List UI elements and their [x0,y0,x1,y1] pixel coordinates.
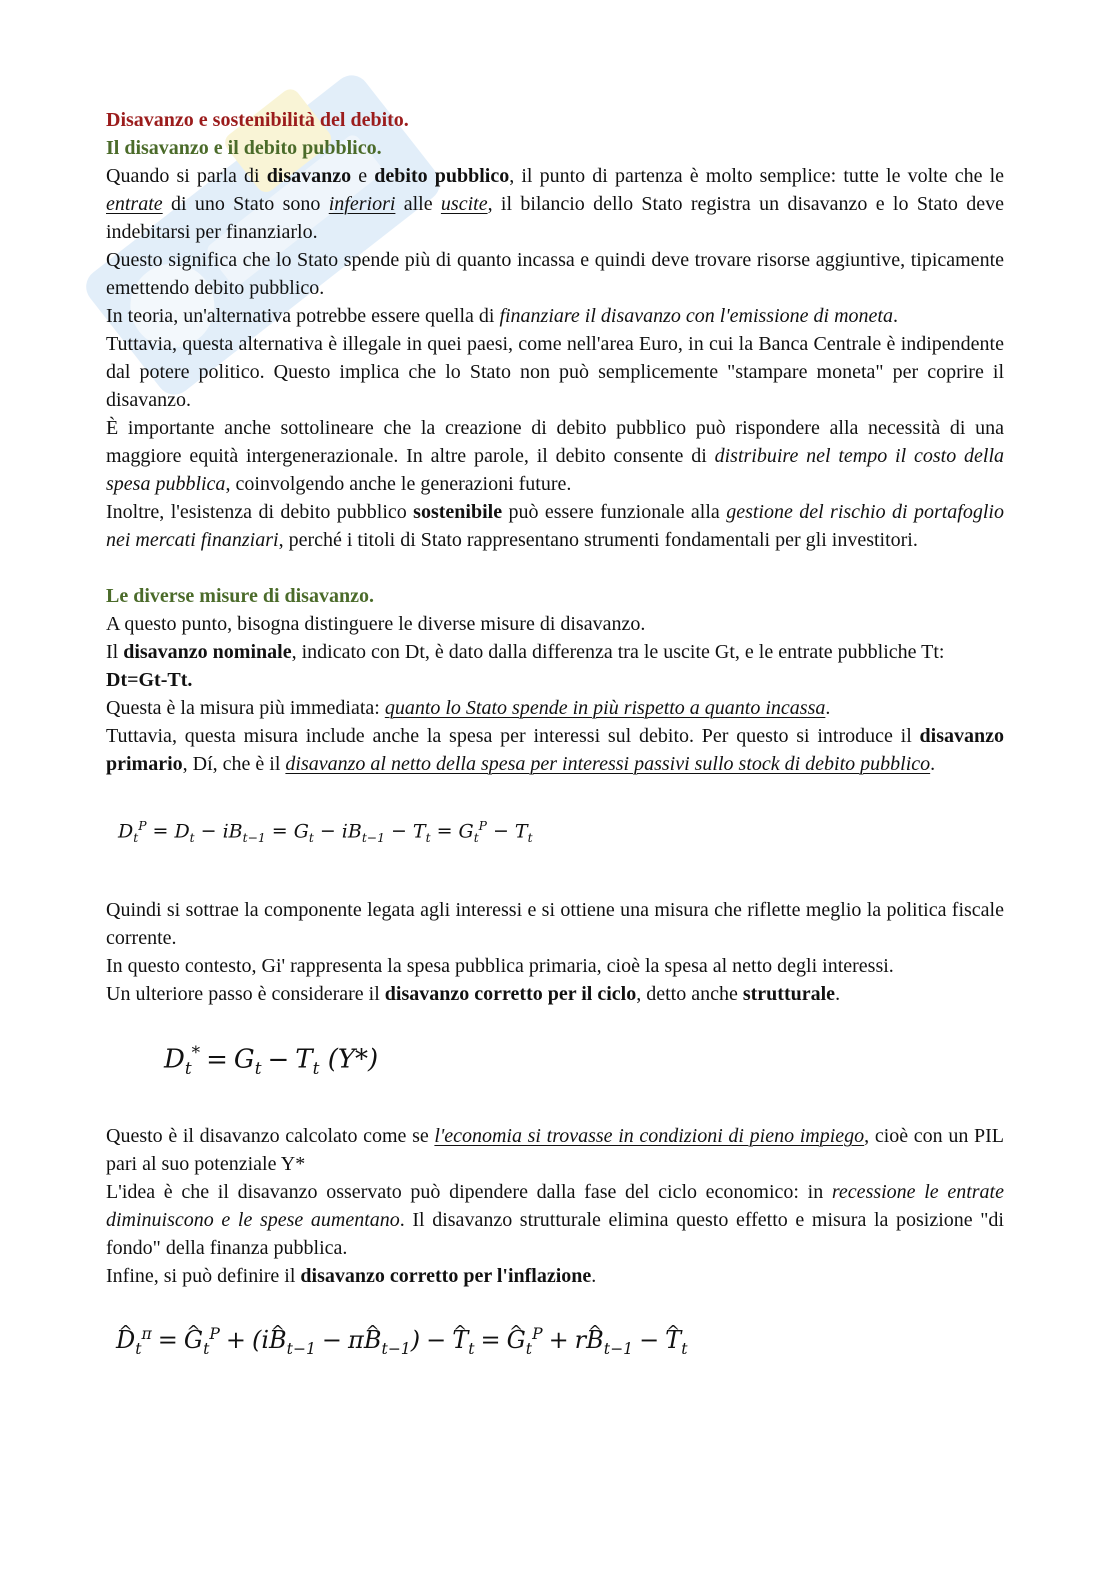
section-heading-misure: Le diverse misure di disavanzo. [106,585,374,607]
paragraph: Tuttavia, questa alternativa è illegale in quei paesi, come nell'area Euro, in cui la Banca Centrale è indipendente dal potere politico. Questo implica che lo Stato non può semplicemente "stampare moneta" per coprire il disavanzo. [106,333,1004,411]
paragraph: Infine, si può definire il disavanzo corretto per l'inflazione. [106,1264,597,1287]
paragraph: Quindi si sottrae la componente legata agli interessi e si ottiene una misura che riflette meglio la politica fiscale corrente. [106,899,1004,950]
paragraph: È importante anche sottolineare che la creazione di debito pubblico può rispondere alla necessità di una maggiore equità intergenerazionale. In altre parole, il debito consente di distribuire nel tempo il costo della spesa pubblica, coinvolgendo anche le generazioni future. [106,417,1004,495]
paragraph: In questo contesto, Gi' rappresenta la spesa pubblica primaria, cioè la spesa al netto degli interessi. [106,955,894,978]
paragraph: Quando si parla di disavanzo e debito pubblico, il punto di partenza è molto semplice: tutte le volte che le entrate di uno Stato sono inferiori alle uscite, il bilancio dello Stato registra un disavanzo e lo Stato deve indebitarsi per finanziarlo. [106,165,1005,243]
paragraph: L'idea è che il disavanzo osservato può dipendere dalla fase del ciclo economico: in recessione le entrate diminuiscono e le spese aumentano. Il disavanzo strutturale elimina questo effetto e misura la posizione "di fondo" della finanza pubblica. [106,1180,1004,1259]
equation-structural-deficit: $D_t^* = G_t - T_t$ (Y*) [164,1042,379,1078]
equation-primary-deficit: $D_t^P = D_t - iB_{t-1} = G_t - iB_{t-1} - T_t = G_t^P - T_t$ [118,819,533,846]
paragraph: In teoria, un'alternativa potrebbe essere quella di finanziare il disavanzo con l'emissione di moneta. [106,305,898,327]
paragraph: Questo significa che lo Stato spende più di quanto incassa e quindi deve trovare risorse aggiuntive, tipicamente emettendo debito pubblico. [106,249,1004,299]
paragraph: Inoltre, l'esistenza di debito pubblico sostenibile può essere funzionale alla gestione del rischio di portafoglio nei mercati finanziari, perché i titoli di Stato rappresentano strumenti fondamentali per gli investitori. [106,501,1004,551]
paragraph: Questa è la misura più immediata: quanto lo Stato spende in più rispetto a quanto incassa. [106,697,831,719]
paragraph: Un ulteriore passo è considerare il disavanzo corretto per il ciclo, detto anche strutturale. [106,983,841,1006]
paragraph: Il disavanzo nominale, indicato con Dt, è dato dalla differenza tra le uscite Gt, e le entrate pubbliche Tt: [106,641,945,663]
document-title: Disavanzo e sostenibilità del debito. [106,109,409,131]
document-body [106,106,1004,1363]
equation-inflation-adjusted-deficit: ^ $D_t^\pi$ =^ $G_t^P$ + (i^ $B_{t-1}$ − π^ $B_{t-1}$) −^ $T_t$ =^ $G_t^P$ + r^ $B_{t-1}$ −^ $T_t$ [116,1320,1004,1363]
formula-text: Dt=Gt-Tt. [106,669,193,691]
paragraph: A questo punto, bisogna distinguere le diverse misure di disavanzo. [106,613,646,635]
paragraph: Tuttavia, questa misura include anche la spesa per interessi sul debito. Per questo si introduce il disavanzo primario, Dí, che è il disavanzo al netto della spesa per interessi passivi sullo stock di debito pubblico. [106,725,1004,775]
paragraph: Questo è il disavanzo calcolato come se l'economia si trovasse in condizioni di pieno impiego, cioè con un PIL pari al suo potenziale Y* [106,1124,1004,1175]
section-heading-debito: Il disavanzo e il debito pubblico. [106,137,382,159]
